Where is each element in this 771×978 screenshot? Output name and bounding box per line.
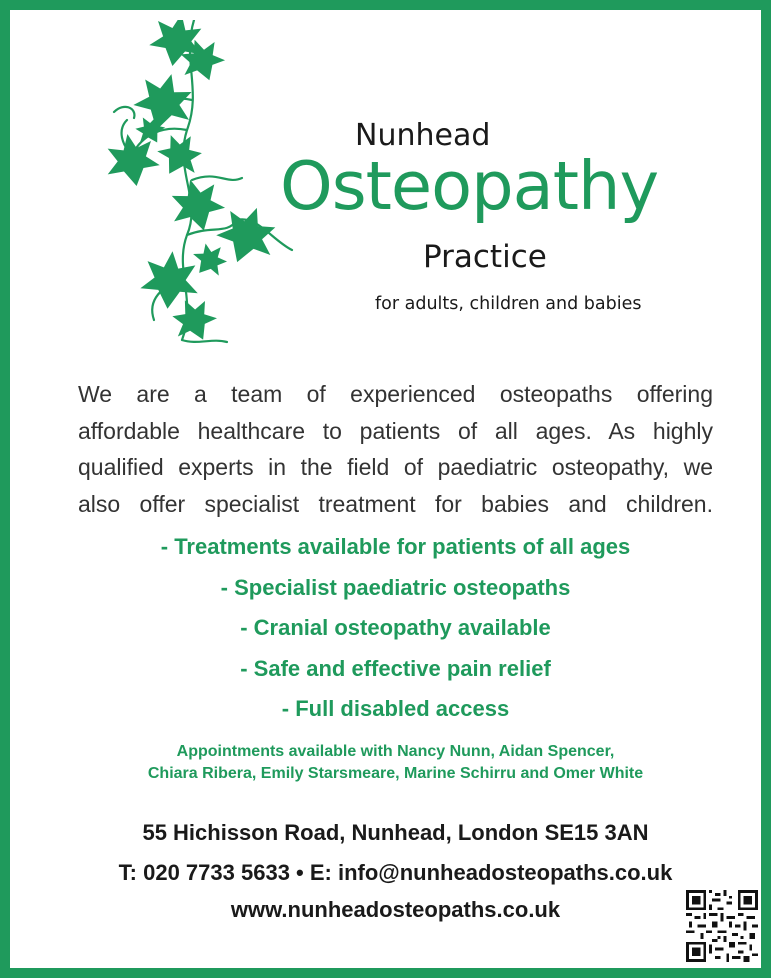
- feature-item: - Specialist paediatric osteopaths: [220, 574, 571, 600]
- address-line: 55 Hichisson Road, Nunhead, London SE15 3AN: [142, 820, 649, 845]
- appointments-line: Appointments available with Nancy Nunn, Aidan Spencer,: [176, 743, 615, 760]
- qr-code-icon: [686, 890, 758, 962]
- brand-line-practice: Practice: [423, 239, 547, 275]
- brand-line-osteopathy: Osteopathy: [280, 147, 659, 225]
- feature-list: [20, 531, 771, 734]
- intro-paragraph: [78, 376, 713, 522]
- brand-tagline: for adults, children and babies: [375, 294, 642, 314]
- feature-item: - Safe and effective pain relief: [240, 655, 551, 681]
- appointments-line: Chiara Ribera, Emily Starsmeare, Marine Schirru and Omer White: [147, 765, 644, 782]
- phone-email-line: T: 020 7733 5633 • E: info@nunheadosteopaths.co.uk: [118, 860, 673, 885]
- feature-item: - Cranial osteopathy available: [240, 615, 551, 640]
- appointments-text: [20, 741, 771, 785]
- intro-line: affordable healthcare to patients of all ages. As highly: [78, 417, 713, 444]
- intro-line: qualified experts in the field of paediatric osteopathy, we: [78, 454, 713, 480]
- brand-line-nunhead: Nunhead: [355, 118, 491, 153]
- website-line: www.nunheadosteopaths.co.uk: [230, 897, 561, 922]
- intro-line: We are a team of experienced osteopaths offering: [78, 381, 713, 407]
- intro-line: also offer specialist treatment for babies and children.: [78, 490, 713, 517]
- feature-item: - Treatments available for patients of all ages: [160, 534, 631, 559]
- feature-item: - Full disabled access: [281, 696, 510, 721]
